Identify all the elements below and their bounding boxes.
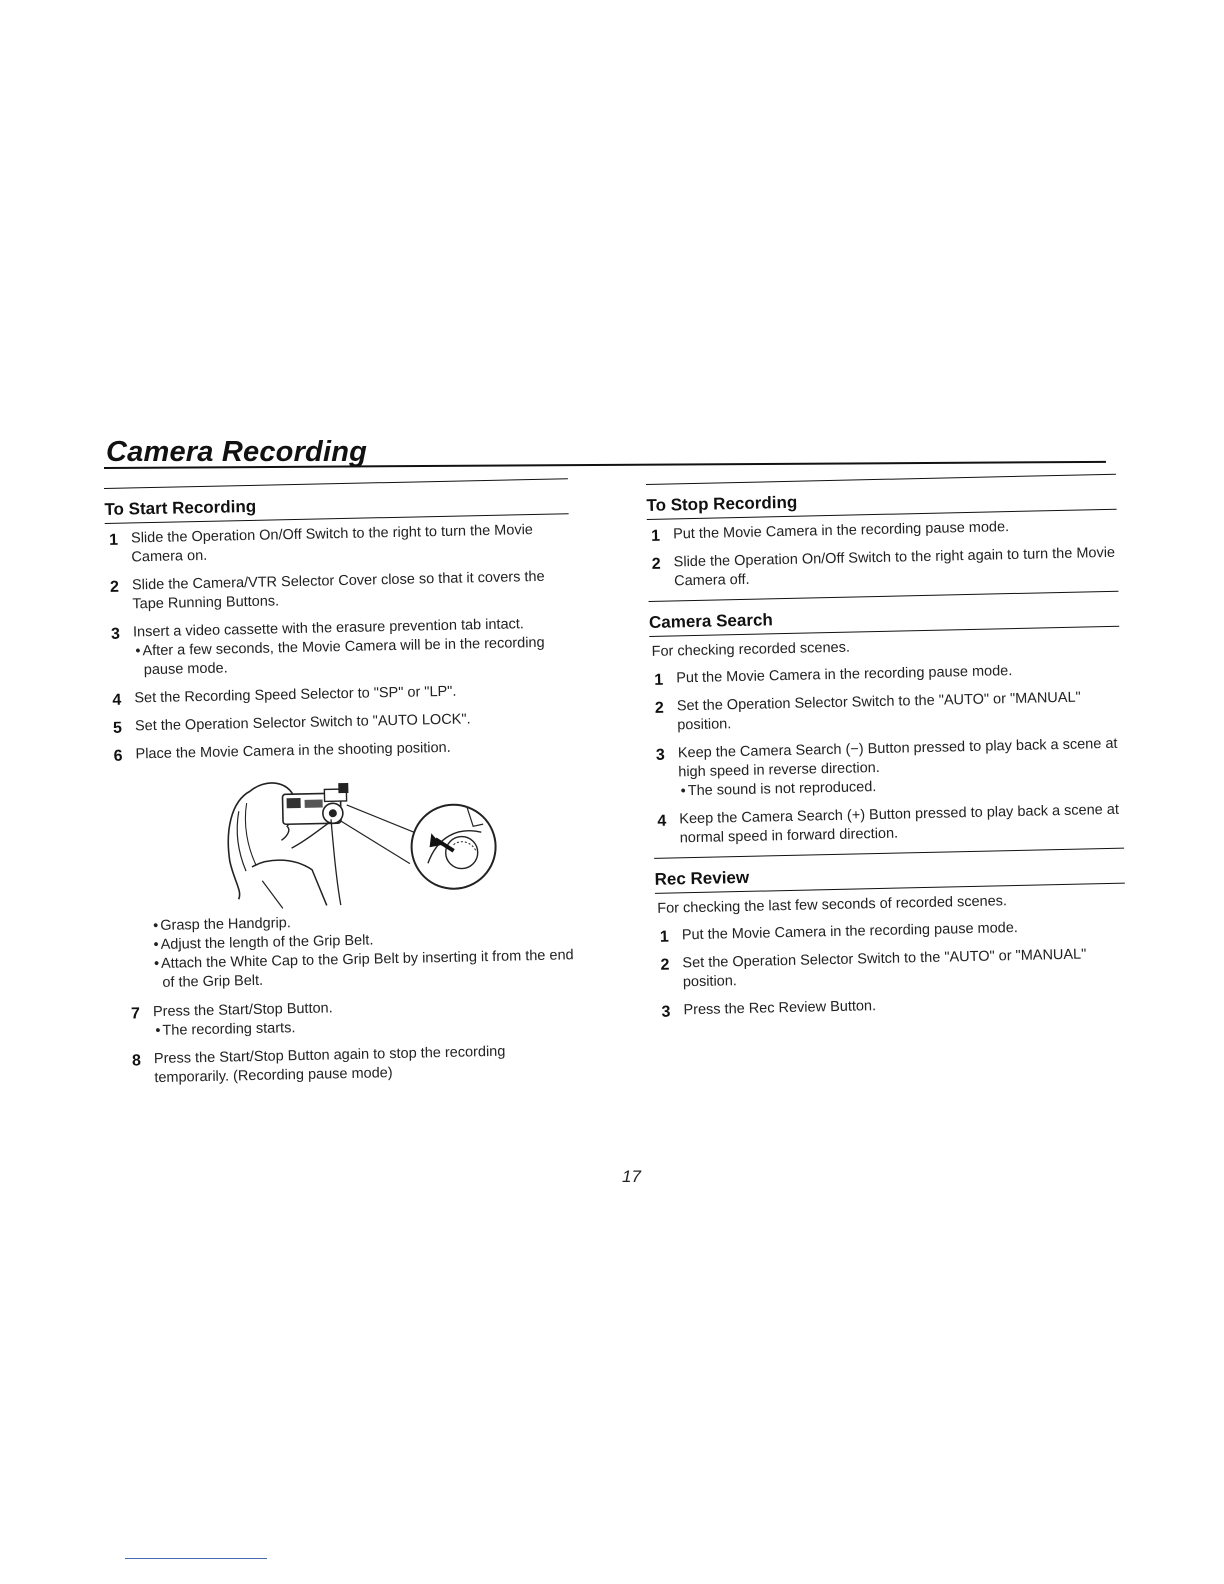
step-text: Insert a video cassette with the erasure prevention tab intact.: [132, 616, 525, 641]
step-item: [127, 994, 580, 1041]
step-text: Put the Movie Camera in the recording pause mode.: [676, 663, 1013, 687]
step-text: Slide the Operation On/Off Switch to the right again to turn the Movie Camera off.: [673, 544, 1116, 590]
camera-operator-drawing: [220, 765, 523, 911]
section-title-rec-review: Rec Review: [654, 867, 750, 889]
step-number: 1: [654, 671, 664, 689]
section-top-rule: [104, 478, 568, 489]
figure-note: • Grasp the Handgrip.: [151, 908, 577, 936]
figure-note: • Adjust the length of the Grip Belt.: [151, 927, 577, 955]
section-top-rule: [649, 591, 1119, 602]
footer-rule: [125, 1558, 267, 1559]
start-recording-steps-continued: [115, 994, 581, 1089]
step-number: 2: [651, 555, 661, 573]
section-title-stop-recording: To Stop Recording: [646, 492, 798, 515]
step-text: Set the Recording Speed Selector to "SP" or "LP".: [134, 683, 457, 707]
step-text: Keep the Camera Search (−) Button pressed to play back a scene at high speed in reverse direction.: [677, 735, 1118, 781]
step-number: 7: [130, 1005, 141, 1023]
step-text: Press the Start/Stop Button again to stop the recording temporarily. (Recording pause mode): [153, 1043, 506, 1087]
section-top-rule: [654, 848, 1124, 859]
step-text: Place the Movie Camera in the shooting position.: [135, 739, 451, 763]
step-number: 1: [659, 928, 669, 946]
step-number: 8: [131, 1052, 142, 1070]
figure-notes: [151, 908, 578, 993]
section-intro: For checking recorded scenes.: [651, 639, 851, 660]
step-number: 3: [110, 625, 121, 643]
step-number: 4: [112, 691, 122, 709]
step-item: [106, 567, 571, 615]
step-item: [109, 736, 573, 765]
step-number: 2: [109, 578, 120, 596]
section-top-rule: [646, 474, 1116, 485]
step-item: [650, 660, 1120, 689]
shooting-position-illustration: [110, 764, 577, 914]
step-text: Slide the Operation On/Off Switch to the right to turn the Movie Camera on.: [130, 522, 534, 566]
left-column: [104, 478, 581, 1098]
step-item: [651, 688, 1122, 736]
step-item: [107, 614, 572, 681]
figure-note: • Attach the White Cap to the Grip Belt by inserting it from the end of the Grip Belt.: [152, 946, 579, 993]
step-note: • After a few seconds, the Movie Camera will be in the recording pause mode.: [133, 633, 572, 680]
step-text: Put the Movie Camera in the recording pause mode.: [672, 519, 1010, 543]
step-text: Slide the Camera/VTR Selector Cover close so that it covers the Tape Running Buttons.: [131, 568, 545, 613]
step-item: [647, 516, 1117, 545]
right-column: [646, 474, 1128, 1030]
stop-recording-steps: [647, 516, 1118, 592]
step-number: 5: [112, 719, 123, 737]
step-text: Press the Rec Review Button.: [683, 998, 877, 1019]
step-note: • The recording starts.: [153, 1013, 579, 1041]
step-number: 2: [660, 956, 670, 974]
section-intro: For checking the last few seconds of recorded scenes.: [657, 893, 1008, 917]
step-item: [648, 544, 1119, 592]
start-recording-steps: [105, 520, 574, 765]
step-text: Press the Start/Stop Button.: [152, 1000, 333, 1021]
step-item: [108, 680, 572, 709]
step-text: Put the Movie Camera in the recording pause mode.: [681, 919, 1019, 944]
step-number: 4: [657, 812, 667, 830]
step-item: [656, 917, 1126, 946]
step-text: Set the Operation Selector Switch to the "AUTO" or "MANUAL" position.: [676, 689, 1081, 734]
step-item: [657, 992, 1127, 1021]
section-title-start-recording: To Start Recording: [104, 496, 257, 519]
step-number: 3: [655, 746, 666, 764]
step-item: [128, 1041, 581, 1088]
step-number: 6: [113, 747, 123, 765]
step-item: [656, 945, 1127, 993]
step-number: 3: [661, 1003, 671, 1021]
page-number: 17: [622, 1167, 641, 1186]
camera-search-steps: [650, 660, 1124, 849]
step-text: Set the Operation Selector Switch to the "AUTO" or "MANUAL" position.: [682, 946, 1087, 991]
step-number: 1: [108, 531, 119, 549]
step-number: 2: [654, 699, 664, 717]
step-text: Keep the Camera Search (+) Button pressed to play back a scene at normal speed in forward direction.: [679, 801, 1120, 847]
step-note: • The sound is not reproduced.: [679, 773, 1123, 802]
step-item: [652, 735, 1123, 802]
page-title: Camera Recording: [106, 436, 368, 468]
step-item: [109, 708, 573, 737]
section-title-camera-search: Camera Search: [648, 610, 774, 632]
step-item: [105, 520, 570, 568]
rec-review-steps: [656, 917, 1128, 1021]
step-number: 1: [650, 527, 661, 545]
step-text: Set the Operation Selector Switch to "AUTO LOCK".: [134, 711, 471, 735]
step-item: [653, 801, 1124, 849]
